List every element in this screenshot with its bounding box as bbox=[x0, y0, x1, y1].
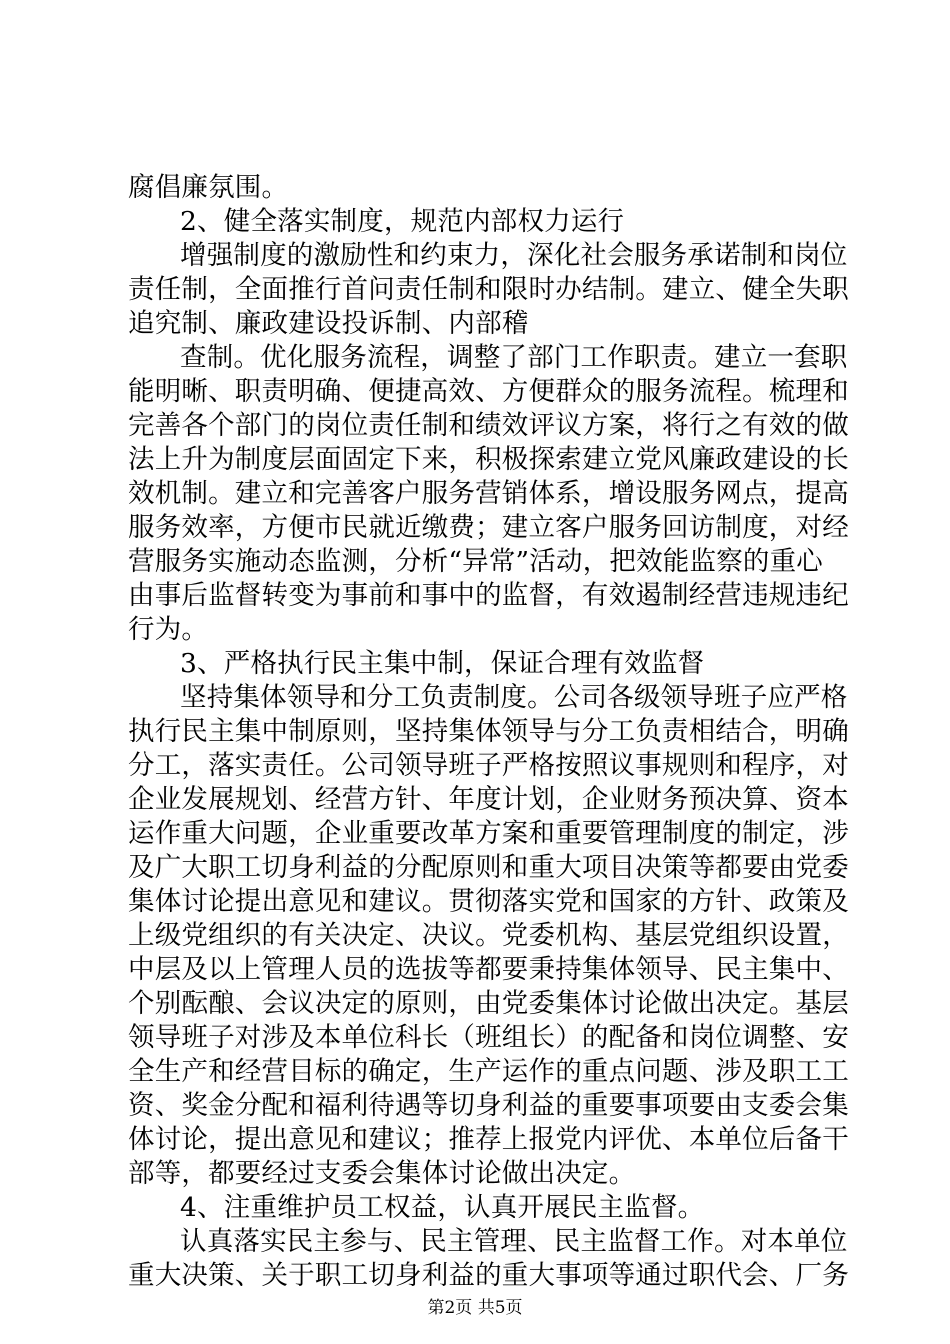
body-text-line: 执行民主集中制原则，坚持集体领导与分工负责相结合，明确 bbox=[128, 716, 849, 747]
body-text-line: 法上升为制度层面固定下来，积极探索建立党风廉政建设的长 bbox=[128, 444, 849, 475]
body-text-line: 运作重大问题，企业重要改革方案和重要管理制度的制定，涉 bbox=[128, 818, 849, 849]
body-text-line: 完善各个部门的岗位责任制和绩效评议方案，将行之有效的做 bbox=[128, 410, 849, 441]
body-text-line: 行为。 bbox=[128, 614, 209, 645]
section-heading: 2、健全落实制度，规范内部权力运行 bbox=[180, 206, 625, 237]
section-heading: 4、注重维护员工权益，认真开展民主监督。 bbox=[180, 1192, 705, 1223]
body-text-line: 腐倡廉氛围。 bbox=[128, 172, 289, 203]
body-text-line: 由事后监督转变为事前和事中的监督，有效遏制经营违规违纪 bbox=[128, 580, 849, 611]
body-text-line: 及广大职工切身利益的分配原则和重大项目决策等都要由党委 bbox=[128, 852, 849, 883]
paragraph-first-line: 认真落实民主参与、民主管理、民主监督工作。对本单位 bbox=[180, 1226, 848, 1257]
body-text-line: 全生产和经营目标的确定，生产运作的重点问题、涉及职工工 bbox=[128, 1056, 849, 1087]
body-text-line: 集体讨论提出意见和建议。贯彻落实党和国家的方针、政策及 bbox=[128, 886, 849, 917]
body-text-line: 能明晰、职责明确、便捷高效、方便群众的服务流程。梳理和 bbox=[128, 376, 849, 407]
body-text-line: 上级党组织的有关决定、决议。党委机构、基层党组织设置， bbox=[128, 920, 849, 951]
page-footer: 第2页 共5页 bbox=[427, 1298, 523, 1318]
body-text-line: 营服务实施动态监测，分析“异常”活动，把效能监察的重心 bbox=[128, 546, 823, 577]
paragraph-first-line: 查制。优化服务流程，调整了部门工作职责。建立一套职 bbox=[180, 342, 848, 373]
body-text-line: 重大决策、关于职工切身利益的重大事项等通过职代会、厂务 bbox=[128, 1260, 849, 1291]
body-text-line: 效机制。建立和完善客户服务营销体系，增设服务网点，提高 bbox=[128, 478, 849, 509]
body-text-line: 部等，都要经过支委会集体讨论做出决定。 bbox=[128, 1158, 636, 1189]
body-text-line: 追究制、廉政建设投诉制、内部稽 bbox=[128, 308, 529, 339]
body-text-line: 个别酝酿、会议决定的原则，由党委集体讨论做出决定。基层 bbox=[128, 988, 849, 1019]
body-text-line: 中层及以上管理人员的选拔等都要秉持集体领导、民主集中、 bbox=[128, 954, 849, 985]
body-text-line: 分工，落实责任。公司领导班子严格按照议事规则和程序，对 bbox=[128, 750, 849, 781]
paragraph-first-line: 坚持集体领导和分工负责制度。公司各级领导班子应严格 bbox=[180, 682, 848, 713]
body-text-line: 资、奖金分配和福利待遇等切身利益的重要事项要由支委会集 bbox=[128, 1090, 849, 1121]
paragraph-first-line: 增强制度的激励性和约束力，深化社会服务承诺制和岗位 bbox=[180, 240, 848, 271]
body-text-line: 服务效率，方便市民就近缴费；建立客户服务回访制度，对经 bbox=[128, 512, 849, 543]
section-heading: 3、严格执行民主集中制，保证合理有效监督 bbox=[180, 648, 705, 679]
body-text-line: 领导班子对涉及本单位科长（班组长）的配备和岗位调整、安 bbox=[128, 1022, 849, 1053]
body-text-line: 责任制，全面推行首问责任制和限时办结制。建立、健全失职 bbox=[128, 274, 849, 305]
body-text-line: 企业发展规划、经营方针、年度计划，企业财务预决算、资本 bbox=[128, 784, 849, 815]
body-text-line: 体讨论，提出意见和建议；推荐上报党内评优、本单位后备干 bbox=[128, 1124, 849, 1155]
